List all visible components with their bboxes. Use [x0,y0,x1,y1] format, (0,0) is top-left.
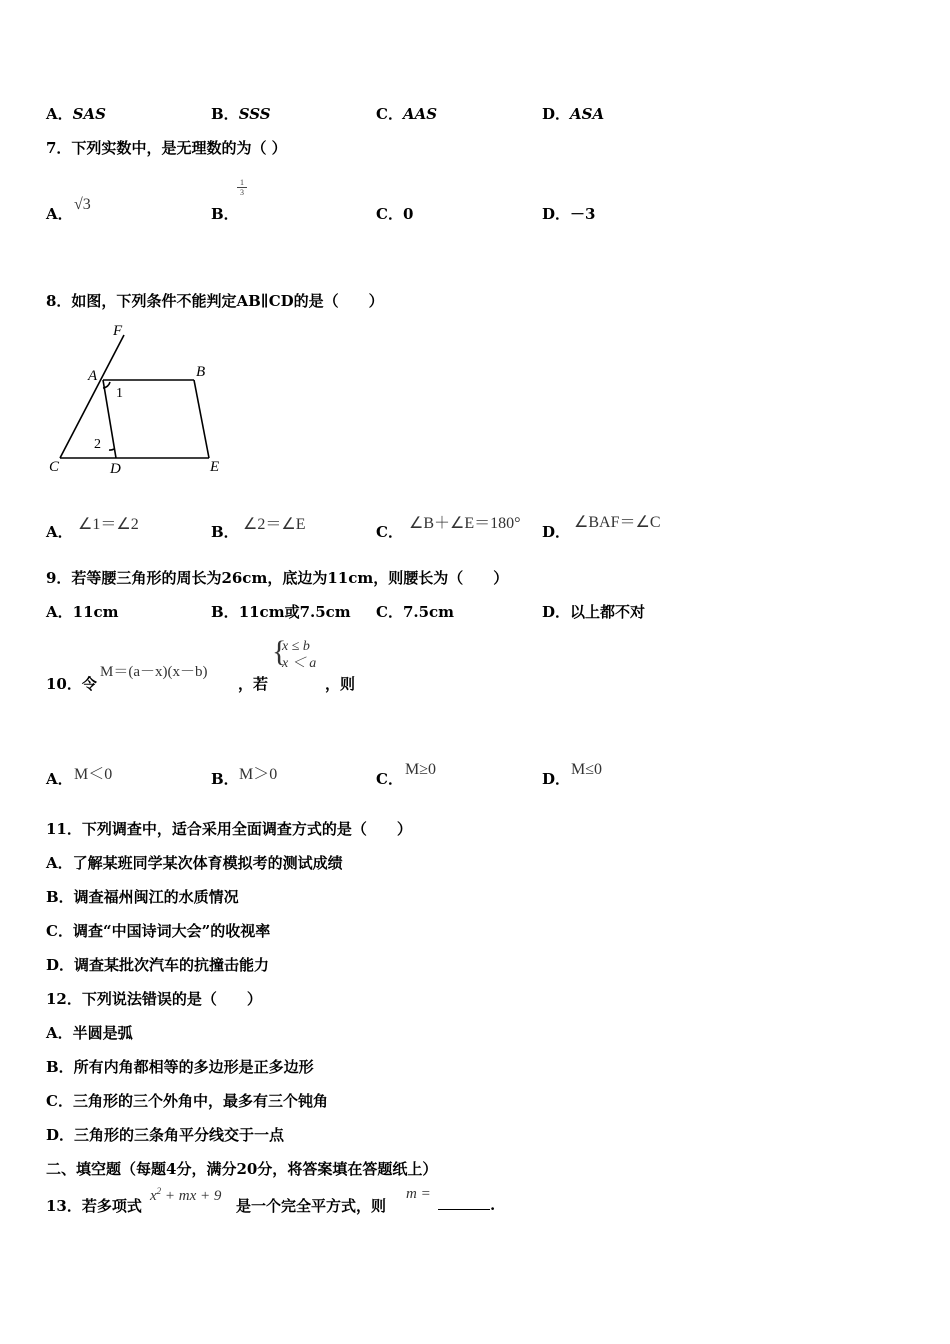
q7-option-b-fraction [237,178,247,197]
fraction-denominator: 3 [237,187,247,197]
q11-option-d: D．调查某批次汽车的抗撞击能力 [46,956,270,974]
angle-2-arc [109,449,114,450]
q13-answer-blank: . [438,1195,495,1214]
q12-option-a: A．半圆是弧 [46,1024,133,1042]
q7-option-c: C．0 [376,205,414,223]
section-2-heading: 二、填空题（每题4分，满分20分，将答案填在答题纸上） [46,1160,438,1178]
q9-option-b: B．11cm或7.5cm [211,603,351,621]
system-line-1: x ≤ b [282,639,310,654]
q11-stem: 11．下列调查中，适合采用全面调查方式的是（ ） [46,820,412,838]
q6-option-c: C．AAS [376,105,438,123]
q10-middle: ，若 [238,675,269,693]
q6-option-d: D．ASA [542,105,605,123]
label-angle-2: 2 [94,437,101,452]
q11-option-a: A．了解某班同学某次体育模拟考的测试成绩 [46,854,343,872]
q10-option-d-letter: D． [542,770,571,788]
q8-option-b-math: ∠2＝∠E [243,516,306,533]
q9-stem: 9．若等腰三角形的周长为26cm，底边为11cm，则腰长为（ ） [46,569,509,587]
q10-expression: M＝(a－x)(x－b) [100,664,208,680]
q8-option-b-letter: B． [211,523,239,541]
q10-inequality-system [272,635,317,672]
q10-option-a-math: M＜0 [74,766,113,783]
q9-option-c: C．7.5cm [376,603,455,621]
q12-stem: 12．下列说法错误的是（ ） [46,990,262,1008]
q8-stem: 8．如图，下列条件不能判定AB∥CD的是（ ） [46,292,384,310]
line-be [194,380,209,458]
q10-option-d-math: M≤0 [571,761,603,778]
q12-option-b: B．所有内角都相等的多边形是正多边形 [46,1058,314,1076]
q13-prefix: 13．若多项式 [46,1197,142,1215]
q8-option-a-letter: A． [46,523,73,541]
q10-option-c-letter: C． [376,770,403,788]
q8-geometry-figure [40,318,240,483]
q8-option-c-math: ∠B＋∠E＝180° [409,515,521,532]
label-d: D [110,461,121,477]
q8-option-d-math: ∠BAF＝∠C [574,514,661,531]
q13-middle: 是一个完全平方式，则 [236,1197,387,1215]
q11-option-c: C．调查“中国诗词大会”的收视率 [46,922,271,940]
label-angle-1: 1 [116,386,123,401]
label-f: F [113,323,123,339]
line-fc [60,335,124,458]
line-ad [103,380,116,458]
q8-option-d-letter: D． [542,523,571,541]
q10-option-c-math: M≥0 [405,761,437,778]
brace-icon: { [272,635,287,668]
label-b: B [196,364,206,380]
q8-option-a-math: ∠1＝∠2 [78,516,139,533]
label-c: C [49,459,60,475]
q6-option-a: A．SAS [46,105,106,123]
system-line-2: x ＜ a [282,656,317,671]
q13-polynomial: $x^2$ + mx + 9 [150,1186,222,1204]
q10-prefix: 10．令 [46,675,97,693]
q10-option-b-letter: B． [211,770,239,788]
q7-option-b-letter: B． [211,205,239,223]
q12-option-c: C．三角形的三个外角中，最多有三个钝角 [46,1092,328,1110]
q9-option-d: D．以上都不对 [542,603,646,621]
q11-option-b: B．调查福州闽江的水质情况 [46,888,239,906]
q8-option-c-letter: C． [376,523,403,541]
fraction-numerator: 1 [240,178,244,187]
q10-suffix: ，则 [325,675,356,693]
q6-option-b: B．SSS [211,105,271,123]
q7-stem: 7．下列实数中，是无理数的为（ ） [46,139,287,157]
q7-option-d: D．－3 [542,205,596,223]
q7-option-a-math: √3 [74,196,91,213]
label-e: E [210,459,220,475]
q13-m-equals: m = [406,1186,431,1202]
blank-line [438,1195,490,1210]
q12-option-d: D．三角形的三条角平分线交于一点 [46,1126,285,1144]
q10-option-a-letter: A． [46,770,73,788]
q10-option-b-math: M＞0 [239,766,278,783]
q7-option-a-letter: A． [46,205,73,223]
label-a: A [88,368,98,384]
q9-option-a: A．11cm [46,603,119,621]
